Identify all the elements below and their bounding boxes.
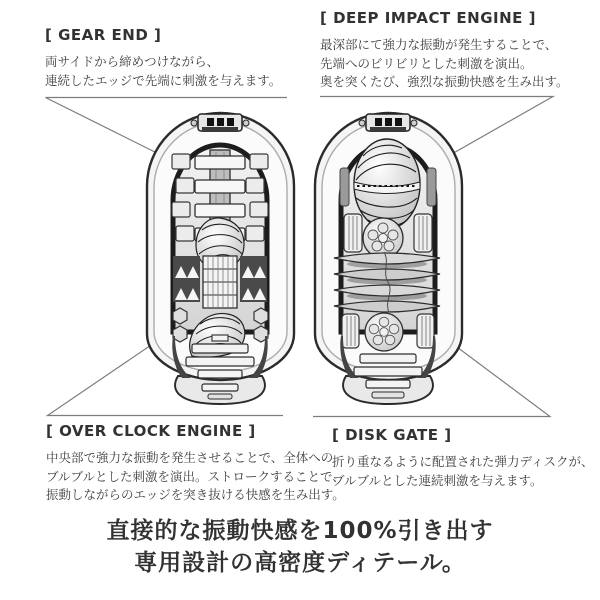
left-device-illustration: [142, 110, 299, 410]
callout-over-clock-title: [ OVER CLOCK ENGINE ]: [46, 422, 256, 440]
right-device-illustration: [310, 110, 467, 410]
callout-deep-impact-line: 最深部にて強力な振動が発生することで、: [320, 37, 558, 52]
callout-gear-end-title: [ GEAR END ]: [45, 26, 162, 44]
top-latch: [359, 114, 417, 132]
top-latch: [191, 114, 249, 132]
footer-tagline: [0, 516, 600, 579]
callout-gear-end-line: 両サイドから締めつけながら、: [45, 54, 220, 69]
over-clock-section: [173, 256, 267, 308]
callout-deep-impact-line: 先端へのビリビリとした刺激を演出。: [320, 55, 533, 71]
callout-disk-gate-title: [ DISK GATE ]: [332, 426, 452, 444]
bump-ball-upper: [344, 214, 432, 258]
callout-deep-impact-title: [ DEEP IMPACT ENGINE ]: [320, 9, 537, 27]
footer-tagline-line1: 直接的な振動快感を100%引き出す: [106, 518, 494, 544]
callout-deep-impact-line: 奥を突くたび、強烈な振動快感を生み出す。: [320, 74, 569, 89]
callout-over-clock-line: 中央部で強力な振動を発生させることで、全体への: [46, 450, 334, 465]
callout-over-clock-line: 振動しながらのエッジを突き抜ける快感を生み出す。: [46, 487, 345, 502]
callout-over-clock-engine: [46, 422, 345, 505]
callout-disk-gate-line: 折り重なるように配置された弾力ディスクが、: [332, 454, 594, 469]
bump-ball-lower: [342, 313, 434, 351]
callout-disk-gate-line: ブルブルとした連続刺激を与えます。: [332, 472, 543, 488]
callout-gear-end-line: 連続したエッジで先端に刺激を与えます。: [45, 72, 282, 88]
callout-over-clock-line: ブルブルとした刺激を演出。ストロークすることで、: [46, 468, 345, 484]
callout-deep-impact-engine: [320, 9, 569, 92]
callout-gear-end: [45, 26, 281, 90]
callout-disk-gate: [332, 426, 594, 490]
footer-tagline-line2: 専用設計の高密度ディテール。: [134, 549, 466, 576]
